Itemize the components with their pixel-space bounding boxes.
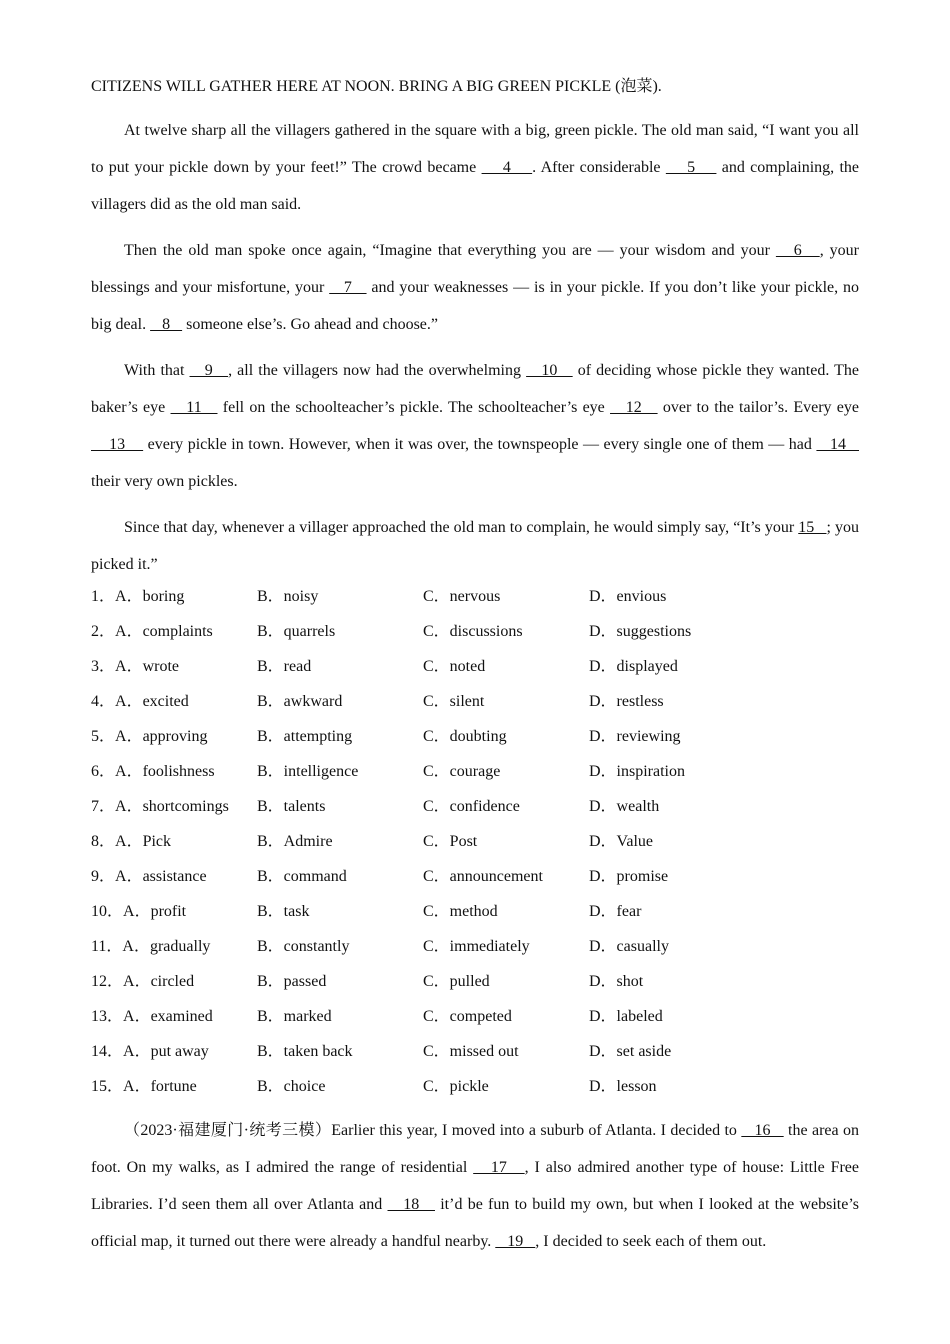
- text: . After considerable: [532, 159, 666, 176]
- question-number: 8．: [91, 833, 116, 850]
- blank-18: 18: [387, 1196, 435, 1213]
- question-row: [91, 587, 859, 622]
- option-c[interactable]: C．confidence: [423, 798, 520, 815]
- blank-5: 5: [665, 159, 717, 176]
- option-d[interactable]: D．inspiration: [589, 763, 685, 780]
- option-b[interactable]: B．quarrels: [257, 623, 336, 640]
- question-row: [91, 832, 859, 867]
- question-number-and-option-a[interactable]: [91, 657, 257, 692]
- blank-11: 11: [170, 399, 218, 416]
- question-number-and-option-a[interactable]: [91, 727, 257, 762]
- option-c[interactable]: C．method: [423, 903, 498, 920]
- question-number-and-option-a[interactable]: [91, 762, 257, 797]
- option-c[interactable]: C．missed out: [423, 1043, 519, 1060]
- option-b[interactable]: B．read: [257, 658, 312, 675]
- question-row: [91, 622, 859, 657]
- text: Then the old man spoke once again, “Imagine that everything you are — your wisdom and your: [124, 242, 776, 259]
- option-a[interactable]: A．circled: [123, 973, 195, 990]
- option-c[interactable]: C．noted: [423, 658, 486, 675]
- blank-10: 10: [526, 362, 573, 379]
- option-a[interactable]: A．gradually: [122, 938, 211, 955]
- text: every pickle in town. However, when it was over, the townspeople — every single one of them — had: [143, 436, 817, 453]
- option-c[interactable]: C．announcement: [423, 868, 543, 885]
- blank-16: 16: [741, 1122, 784, 1139]
- option-b[interactable]: B．Admire: [257, 833, 333, 850]
- option-d[interactable]: D．shot: [589, 973, 644, 990]
- question-number: 10．: [91, 903, 124, 920]
- option-c[interactable]: C．pulled: [423, 973, 490, 990]
- question-number: 9．: [91, 868, 116, 885]
- option-a[interactable]: A．profit: [123, 903, 187, 920]
- question-number: 15．: [91, 1078, 124, 1095]
- text: their very own pickles.: [91, 473, 238, 490]
- option-b[interactable]: B．intelligence: [257, 763, 359, 780]
- blank-13: 13: [91, 436, 144, 453]
- blank-17: 17: [473, 1159, 525, 1176]
- blank-14: 14: [816, 436, 859, 453]
- option-d[interactable]: D．suggestions: [589, 623, 692, 640]
- blank-7: 7: [329, 279, 367, 296]
- question-number: 7．: [91, 798, 116, 815]
- paragraph-choosing: [91, 352, 859, 500]
- option-b[interactable]: B．noisy: [257, 588, 319, 605]
- blank-19: 19: [495, 1233, 536, 1250]
- option-b[interactable]: B．taken back: [257, 1043, 353, 1060]
- text: and complaining, the villagers did as the old man said.: [91, 159, 860, 213]
- question-row: [91, 902, 859, 937]
- option-c[interactable]: C．doubting: [423, 728, 507, 745]
- option-b[interactable]: B．awkward: [257, 693, 343, 710]
- document-page: [91, 76, 859, 1260]
- option-b[interactable]: B．constantly: [257, 938, 350, 955]
- question-number-and-option-a[interactable]: [91, 1007, 257, 1042]
- blank-15: 15: [798, 519, 827, 536]
- question-number-and-option-a[interactable]: [91, 1042, 257, 1077]
- question-number: 4．: [91, 693, 116, 710]
- paragraph-old-man-speech: [91, 232, 859, 343]
- text: , your blessings and your misfortune, your: [91, 242, 859, 296]
- blank-8: 8: [150, 316, 183, 333]
- question-number-and-option-a[interactable]: [91, 832, 257, 867]
- option-a[interactable]: A．complaints: [115, 623, 213, 640]
- option-a[interactable]: A．examined: [123, 1008, 213, 1025]
- question-row: [91, 867, 859, 902]
- question-number-and-option-a[interactable]: [91, 622, 257, 657]
- question-number-and-option-a[interactable]: [91, 1077, 257, 1112]
- option-a[interactable]: A．fortune: [123, 1078, 197, 1095]
- option-a[interactable]: A．approving: [115, 728, 208, 745]
- option-c[interactable]: C．pickle: [423, 1078, 489, 1095]
- option-b[interactable]: B．marked: [257, 1008, 332, 1025]
- text: , all the villagers now had the overwhelming: [228, 362, 527, 379]
- text: At twelve sharp all the villagers gathered in the square with a big, green pickle. The old man said, “I want you all to put your pickle down by your feet!” The crowd became: [91, 122, 859, 176]
- question-number: 2．: [91, 623, 116, 640]
- question-row: [91, 1042, 859, 1077]
- option-c[interactable]: C．courage: [423, 763, 501, 780]
- option-d[interactable]: D．lesson: [589, 1078, 657, 1095]
- question-row: [91, 937, 859, 972]
- text: ; you picked it.”: [91, 519, 860, 573]
- text: （2023·福建厦门·统考三模）Earlier this year, I moved into a suburb of Atlanta. I decided to: [124, 1122, 742, 1139]
- option-c[interactable]: C．nervous: [423, 588, 501, 605]
- option-d[interactable]: D．envious: [589, 588, 667, 605]
- paragraph-gathering: [91, 112, 859, 223]
- option-d[interactable]: D．wealth: [589, 798, 660, 815]
- option-a[interactable]: A．boring: [115, 588, 185, 605]
- text: Since that day, whenever a villager approached the old man to complain, he would simply say, “It’s your: [124, 519, 799, 536]
- text: , I also admired another type of house: Little Free Libraries. I’d seen them all over Atlanta and: [91, 1159, 860, 1213]
- text: , I decided to seek each of them out.: [535, 1233, 767, 1250]
- option-d[interactable]: D．casually: [589, 938, 669, 955]
- question-row: [91, 1077, 859, 1112]
- blank-9: 9: [189, 362, 229, 379]
- blank-6: 6: [775, 242, 820, 259]
- question-number-and-option-a[interactable]: [91, 972, 257, 1007]
- paragraph-ending: [91, 509, 859, 583]
- text: of deciding whose pickle they wanted. The baker’s eye: [91, 362, 860, 416]
- option-a[interactable]: A．assistance: [115, 868, 207, 885]
- question-number: 3．: [91, 658, 116, 675]
- option-b[interactable]: B．command: [257, 868, 347, 885]
- question-number: 14．: [91, 1043, 124, 1060]
- option-d[interactable]: D．displayed: [589, 658, 678, 675]
- option-c[interactable]: C．discussions: [423, 623, 523, 640]
- option-b[interactable]: B．passed: [257, 973, 327, 990]
- answer-options: [91, 587, 859, 1112]
- text: and your weaknesses — is in your pickle. If you don’t like your pickle, no big deal.: [91, 279, 860, 333]
- question-number-and-option-a[interactable]: [91, 867, 257, 902]
- option-a[interactable]: A．excited: [115, 693, 189, 710]
- text: someone else’s. Go ahead and choose.”: [182, 316, 439, 333]
- option-d[interactable]: D．fear: [589, 903, 642, 920]
- text: over to the tailor’s. Every eye: [657, 399, 860, 416]
- option-a[interactable]: A．shortcomings: [115, 798, 229, 815]
- text: it’d be fun to build my own, but when I looked at the website’s official map, it turned out there were already a handful nearby.: [91, 1196, 860, 1250]
- question-row: [91, 657, 859, 692]
- option-c[interactable]: C．immediately: [423, 938, 530, 955]
- question-row: [91, 762, 859, 797]
- option-a[interactable]: A．wrote: [115, 658, 180, 675]
- question-row: [91, 692, 859, 727]
- option-c[interactable]: C．Post: [423, 833, 478, 850]
- text: the area on foot. On my walks, as I admired the range of residential: [91, 1122, 859, 1176]
- question-number-and-option-a[interactable]: [91, 937, 257, 972]
- notice-heading: CITIZENS WILL GATHER HERE AT NOON. BRING A BIG GREEN PICKLE (泡菜).: [91, 78, 662, 95]
- option-c[interactable]: C．competed: [423, 1008, 512, 1025]
- question-number: 12．: [91, 973, 124, 990]
- option-a[interactable]: A．put away: [123, 1043, 209, 1060]
- question-number: 5．: [91, 728, 116, 745]
- question-number: 6．: [91, 763, 116, 780]
- paragraph-next-passage: [91, 1112, 859, 1260]
- option-d[interactable]: D．labeled: [589, 1008, 663, 1025]
- question-number: 13．: [91, 1008, 124, 1025]
- option-c[interactable]: C．silent: [423, 693, 485, 710]
- option-d[interactable]: D．promise: [589, 868, 669, 885]
- option-a[interactable]: A．foolishness: [115, 763, 215, 780]
- question-number: 1．: [91, 588, 116, 605]
- blank-12: 12: [610, 399, 658, 416]
- question-row: [91, 972, 859, 1007]
- option-b[interactable]: B．choice: [257, 1078, 326, 1095]
- option-b[interactable]: B．talents: [257, 798, 326, 815]
- option-b[interactable]: B．task: [257, 903, 310, 920]
- question-number-and-option-a[interactable]: [91, 587, 257, 622]
- option-d[interactable]: D．set aside: [589, 1043, 672, 1060]
- question-number-and-option-a[interactable]: [91, 797, 257, 832]
- text: fell on the schoolteacher’s pickle. The schoolteacher’s eye: [217, 399, 611, 416]
- question-row: [91, 797, 859, 832]
- option-d[interactable]: D．reviewing: [589, 728, 681, 745]
- text: With that: [124, 362, 190, 379]
- option-b[interactable]: B．attempting: [257, 728, 353, 745]
- question-row: [91, 727, 859, 762]
- question-number-and-option-a[interactable]: [91, 902, 257, 937]
- option-a[interactable]: A．Pick: [115, 833, 172, 850]
- question-number-and-option-a[interactable]: [91, 692, 257, 727]
- option-d[interactable]: D．restless: [589, 693, 664, 710]
- question-number: 11．: [91, 938, 123, 955]
- option-d[interactable]: D．Value: [589, 833, 653, 850]
- blank-4: 4: [481, 159, 533, 176]
- question-row: [91, 1007, 859, 1042]
